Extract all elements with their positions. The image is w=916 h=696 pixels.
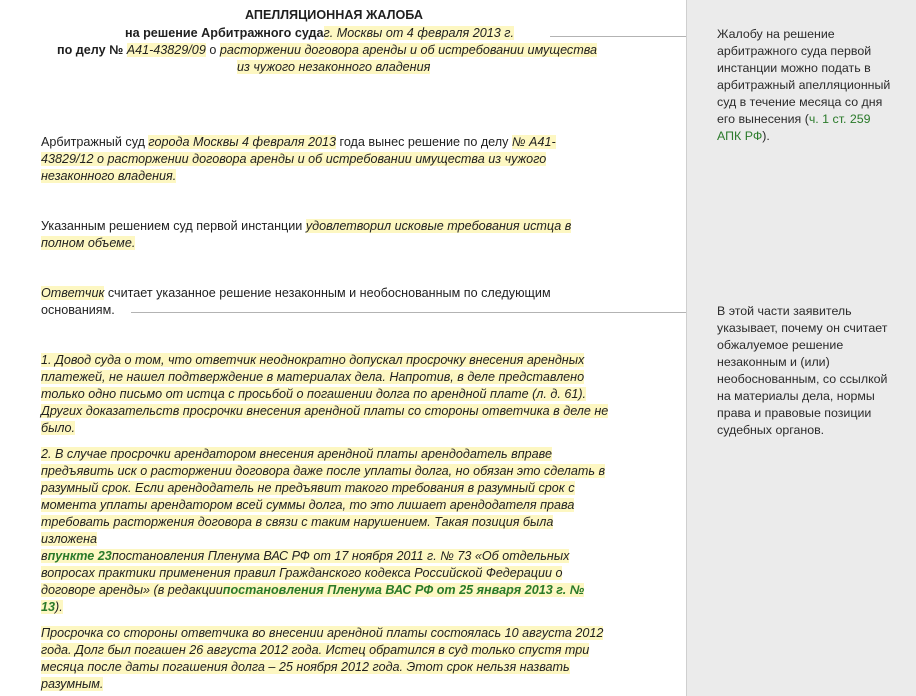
- item2-ref-end: ).: [55, 600, 63, 614]
- note-line: незаконным и (или): [717, 355, 830, 369]
- link-punkt-23[interactable]: пункте 23: [47, 549, 112, 563]
- para3-line1: [41, 285, 551, 302]
- note-line: [717, 128, 907, 145]
- item3-line: [41, 642, 589, 659]
- sidebar-note-grounds: [717, 303, 907, 439]
- para1-case-subject: 43829/12 о расторжении договора аренды и об истребовании имущества из чужого: [41, 152, 547, 166]
- connector-line-note1: [550, 36, 707, 37]
- header-case-connector: о: [205, 43, 220, 57]
- note-line: суд в течение месяца со дня: [717, 95, 883, 109]
- header-court-date: г. Москвы от 4 февраля 2013 г.: [323, 26, 514, 40]
- item2-ref-line1: [41, 548, 569, 565]
- item2-text: 2. В случае просрочки арендатором внесения арендной платы арендодатель вправе: [41, 447, 552, 461]
- item1-line: [41, 369, 584, 386]
- header-case-label: по делу №: [57, 43, 124, 57]
- note-line: права и правовые позиции: [717, 406, 872, 420]
- item1-text: 1. Довод суда о том, что ответчик неоднократно допускал просрочку внесения арендных: [41, 353, 585, 367]
- document-title: АПЕЛЛЯЦИОННАЯ ЖАЛОБА: [245, 8, 423, 22]
- item1-text: только одно письмо от истца с просьбой о погашении долга по арендной плате (л. д. 61).: [41, 387, 587, 401]
- para1-case-start: № А41-: [511, 135, 556, 149]
- header-case-number: А41-43829/09: [126, 43, 206, 57]
- item2-ref-text: договоре аренды» (в редакции: [41, 583, 223, 597]
- item2-line: [41, 446, 552, 463]
- item1-line: [41, 352, 584, 369]
- note-line: необоснованным, со ссылкой: [717, 372, 888, 386]
- item2-ref-line4: [41, 599, 63, 616]
- para1-text-b: года вынес решение по делу: [336, 135, 512, 149]
- para3-text: считает указанное решение незаконным и необоснованным по следующим: [104, 286, 551, 300]
- item1-text: Других доказательств просрочки внесения арендной платы со стороны ответчика в деле не: [41, 404, 609, 418]
- item1-line: [41, 386, 586, 403]
- header-line-decision: [125, 25, 514, 42]
- item2-line: [41, 497, 574, 514]
- para3-party: Ответчик: [41, 286, 105, 300]
- item1-line: [41, 420, 75, 437]
- note-line: В этой части заявитель: [717, 304, 852, 318]
- link-postanovlenie-plenum[interactable]: постановления Пленума ВАС РФ от 25 января 2013 г. №: [222, 583, 585, 597]
- header-line-subject-end: [237, 59, 430, 76]
- note-line: инстанции можно подать в: [717, 61, 871, 75]
- note-line: указывает, почему он считает: [717, 321, 888, 335]
- note-line: судебных органов.: [717, 423, 825, 437]
- para1-text-a: Арбитражный суд: [41, 135, 149, 149]
- note-line: арбитражный апелляционный: [717, 78, 891, 92]
- header-case-subject-end: из чужого незаконного владения: [237, 60, 431, 74]
- item2-text: момента уплаты арендатором всей суммы долга, то это лишает арендодателя права: [41, 498, 575, 512]
- para1-case-subject-end: незаконного владения.: [41, 169, 177, 183]
- item3-text: Просрочка со стороны ответчика во внесении арендной платы состоялась 10 августа 2012: [41, 626, 604, 640]
- note-text: его вынесения (: [717, 112, 809, 126]
- item2-ref-line3: [41, 582, 584, 599]
- item2-line: [41, 480, 575, 497]
- item2-text: разумный срок. Если арендодатель не предъявит такого требования в разумный срок с: [41, 481, 575, 495]
- item3-text: месяца после даты погашения долга – 25 ноября 2012 года. Этот срок нельзя назвать: [41, 660, 570, 674]
- note-line: обжалуемое решение: [717, 338, 844, 352]
- para2-line1: [41, 218, 571, 235]
- note-text: ).: [762, 129, 770, 143]
- item2-line: [41, 514, 553, 531]
- note-line: [717, 111, 907, 128]
- header-case-subject: расторжении договора аренды и об истребовании имущества: [219, 43, 598, 57]
- para2-ruling-end: полном объеме.: [41, 236, 136, 250]
- item2-text: предъявить иск о расторжении договора даже после уплаты долга, но обязан это сделать в: [41, 464, 606, 478]
- header-line-case: [57, 42, 597, 59]
- sidebar-note-appeal-deadline: [717, 26, 907, 145]
- note-line: на материалы дела, нормы: [717, 389, 875, 403]
- para1-line1: [41, 134, 556, 151]
- item1-text: платежей, не нашел подтверждение в материалах дела. Напротив, в деле представлено: [41, 370, 585, 384]
- item2-text: изложена: [41, 532, 98, 546]
- item3-line: [41, 676, 103, 693]
- para2-ruling: удовлетворил исковые требования истца в: [305, 219, 572, 233]
- item1-line: [41, 403, 608, 420]
- item2-line: [41, 463, 605, 480]
- item2-ref-text: вопросах практики применения правил Гражданского кодекса Российской Федерации о: [41, 566, 563, 580]
- item2-ref-pre: в: [41, 549, 48, 563]
- link-apk-rf[interactable]: АПК РФ: [717, 129, 763, 143]
- item3-line: [41, 625, 603, 642]
- connector-line-note2: [131, 312, 707, 313]
- item1-text: было.: [41, 421, 75, 435]
- para1-line3: [41, 168, 176, 185]
- header-decision-label: на решение Арбитражного суда: [125, 26, 324, 40]
- item2-line: [41, 531, 97, 548]
- item2-ref-text: постановления Пленума ВАС РФ от 17 ноября 2011 г. № 73 «Об отдельных: [111, 549, 570, 563]
- note-line: Жалобу на решение: [717, 27, 835, 41]
- para2-line2: [41, 235, 135, 252]
- para1-line2: [41, 151, 546, 168]
- para1-court-date: города Москвы 4 февраля 2013: [148, 135, 336, 149]
- item2-text: требовать расторжения договора в связи с таким нарушением. Такая позиция была: [41, 515, 554, 529]
- link-article-259[interactable]: ч. 1 ст. 259: [808, 112, 871, 126]
- item2-ref-line2: [41, 565, 562, 582]
- link-postanovlenie-number[interactable]: 13: [41, 600, 56, 614]
- item3-line: [41, 659, 570, 676]
- note-line: арбитражного суда первой: [717, 44, 872, 58]
- item3-text: года. Долг был погашен 26 августа 2012 года. Истец обратился в суд только спустя три: [41, 643, 590, 657]
- item3-text: разумным.: [41, 677, 104, 691]
- para2-text: Указанным решением суд первой инстанции: [41, 219, 306, 233]
- para3-line2: основаниям.: [41, 303, 115, 317]
